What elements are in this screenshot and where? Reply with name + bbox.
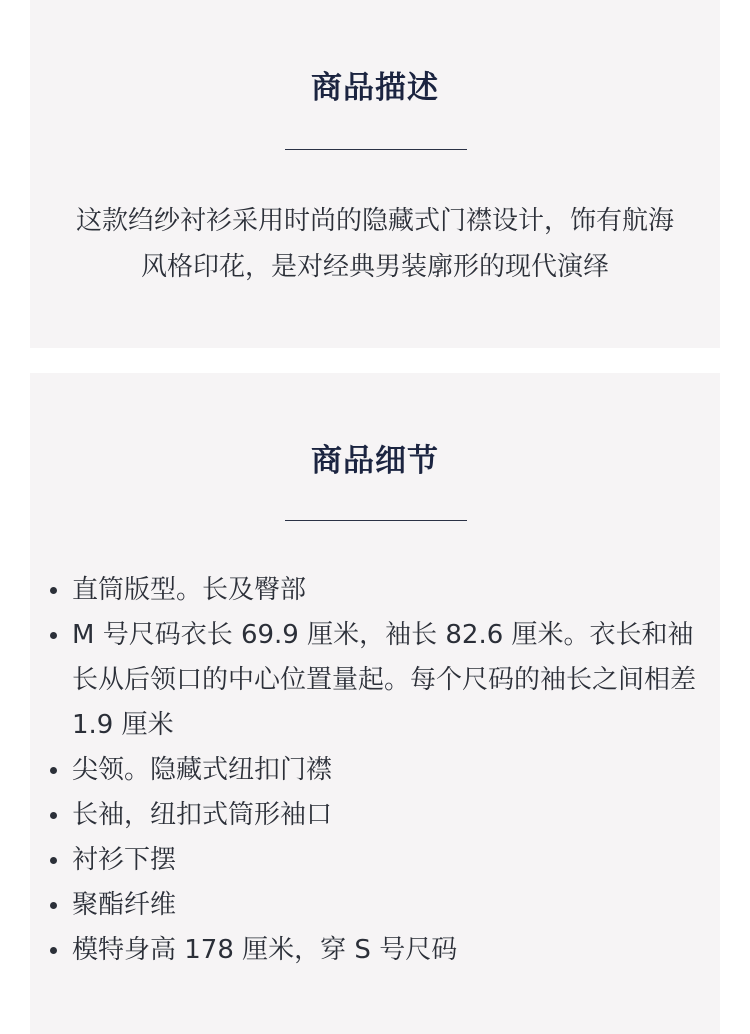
details-item-text: 模特身高 178 厘米，穿 S 号尺码 bbox=[72, 935, 458, 965]
details-item-text: 尖领。隐藏式纽扣门襟 bbox=[72, 755, 333, 785]
description-text: 这款绉纱衬衫采用时尚的隐藏式门襟设计，饰有航海风格印花，是对经典男装廓形的现代演绎 bbox=[75, 206, 674, 282]
details-card bbox=[30, 373, 720, 1034]
description-divider bbox=[285, 149, 467, 150]
details-list-item bbox=[72, 928, 698, 973]
details-item-text: 聚酯纤维 bbox=[72, 890, 177, 920]
details-list-item bbox=[72, 568, 698, 613]
bullet-icon bbox=[50, 632, 57, 639]
description-card bbox=[30, 0, 720, 348]
details-list-item bbox=[72, 748, 698, 793]
details-item-text: M 号尺码衣长 69.9 厘米，袖长 82.6 厘米。衣长和袖长从后领口的中心位置量起。每个尺码的袖长之间相差 1.9 厘米 bbox=[72, 620, 697, 740]
bullet-icon bbox=[50, 902, 57, 909]
details-item-text: 直筒版型。长及臀部 bbox=[72, 575, 307, 605]
details-divider bbox=[285, 520, 467, 521]
description-title: 商品描述 bbox=[311, 70, 439, 106]
bullet-icon bbox=[50, 587, 57, 594]
details-list bbox=[72, 568, 698, 973]
details-list-item bbox=[72, 613, 698, 748]
details-list-item bbox=[72, 883, 698, 928]
details-list-item bbox=[72, 838, 698, 883]
bullet-icon bbox=[50, 812, 57, 819]
details-list-item bbox=[72, 793, 698, 838]
details-item-text: 衬衫下摆 bbox=[72, 845, 177, 875]
details-item-text: 长袖，纽扣式筒形袖口 bbox=[72, 800, 333, 830]
bullet-icon bbox=[50, 947, 57, 954]
bullet-icon bbox=[50, 857, 57, 864]
details-title: 商品细节 bbox=[311, 443, 439, 479]
bullet-icon bbox=[50, 767, 57, 774]
